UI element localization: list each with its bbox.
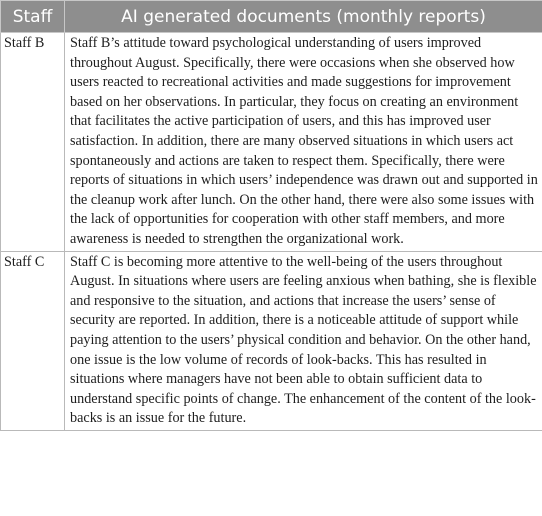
table-body <box>1 33 542 431</box>
header-row <box>1 1 542 33</box>
staff-cell: Staff B <box>1 33 65 252</box>
staff-cell: Staff C <box>1 251 65 430</box>
document-cell: Staff C is becoming more attentive to the well-being of the users throughout August. In situations where users are feeling anxious when bathing, she is flexible and responsive to the situation, and actions that increase the users’ sense of security are reported. In addition, there is a noticeable attitude of support while paying attention to the users’ physical condition and behavior. On the other hand, one issue is the low volume of records of look-backs. This has resulted in situations where managers have not been able to obtain sufficient data to understand specific points of change. The enhancement of the content of the look-backs is an issue for the future. <box>65 251 542 430</box>
header-staff: Staff <box>1 1 65 33</box>
document-cell: Staff B’s attitude toward psychological understanding of users improved throughout August. Specifically, there were occasions when she observed how users reacted to recreational activities and made suggestions for improvement based on her observations. In particular, they focus on creating an environment that facilitates the active participation of users, and this has improved user satisfaction. In addition, there are many observed situations in which users act spontaneously and actions are taken to respect them. Specifically, there were reports of situations in which users’ independence was drawn out and supported in the cleanup work after lunch. On the other hand, there were also some issues with the lack of opportunities for cooperation with other staff members, and more awareness is needed to strengthen the organizational work. <box>65 33 542 252</box>
table-row <box>1 33 542 252</box>
table-header <box>1 1 542 33</box>
header-ai-documents: AI generated documents (monthly reports) <box>65 1 542 33</box>
table-row <box>1 251 542 430</box>
